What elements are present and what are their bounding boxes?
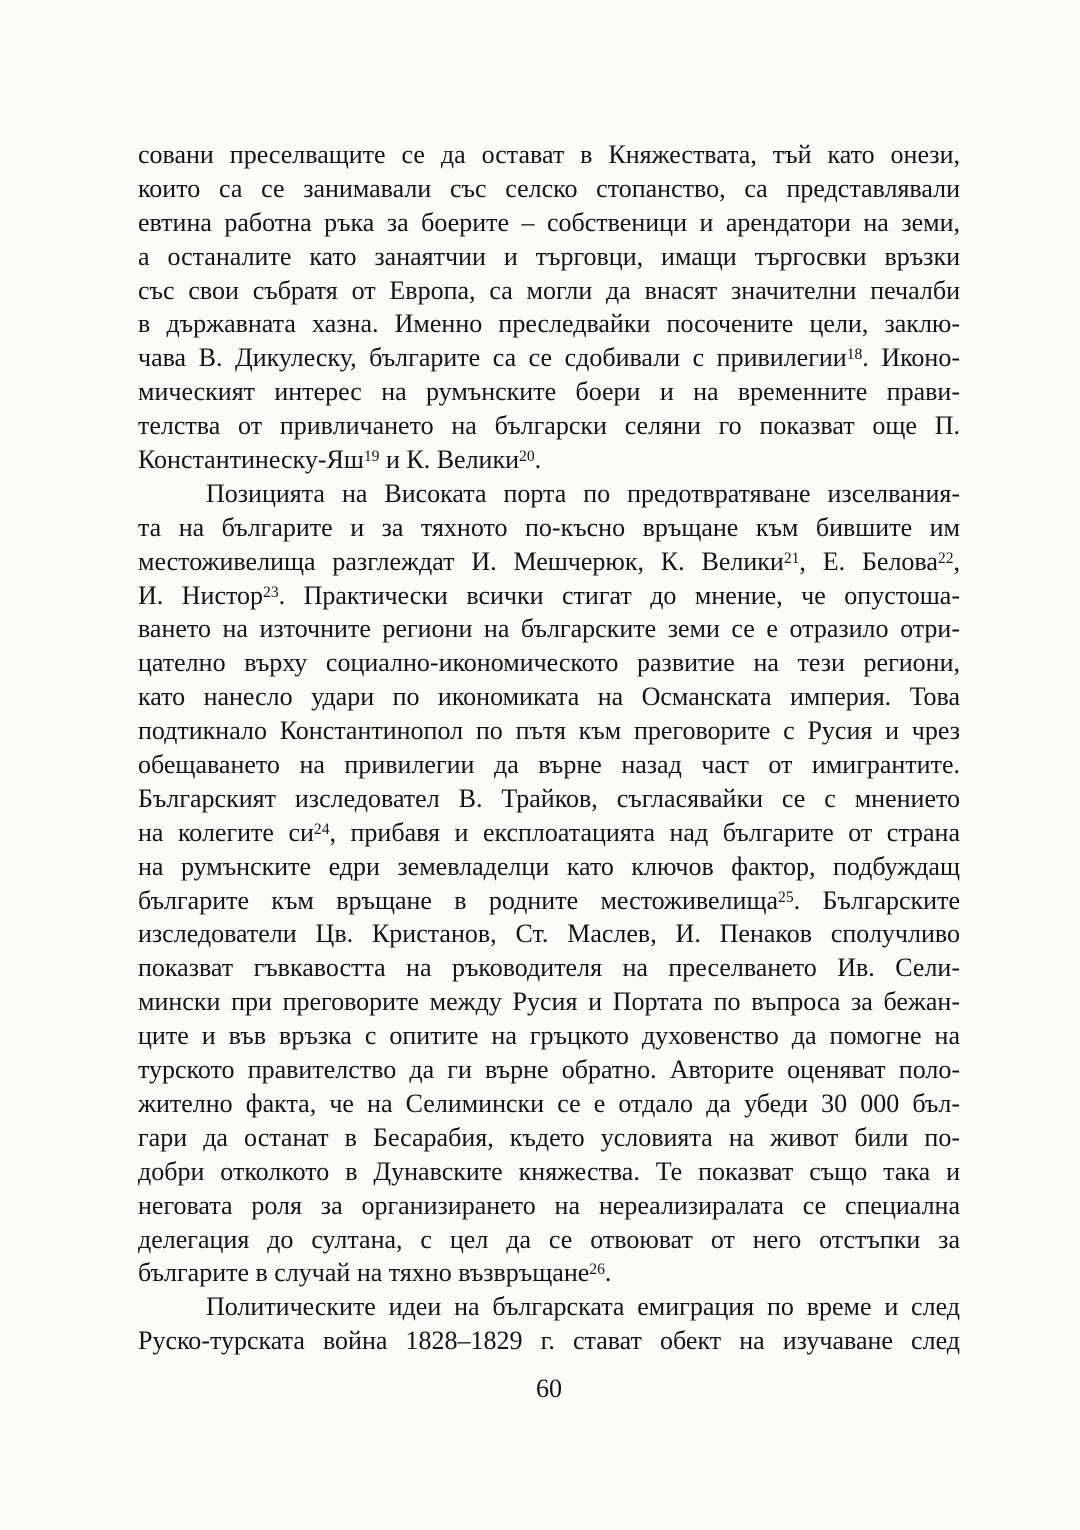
text-segment: евтина работна ръка за боерите – собственици и арендатори на земи, (138, 207, 960, 237)
text-segment: мическият интерес на румънските боери и на временните прави- (138, 377, 960, 407)
text-line (138, 951, 960, 985)
text-line (138, 1324, 960, 1358)
text-segment: жително факта, че на Селимински се е отдало да убеди 30 000 бъл- (138, 1088, 960, 1118)
text-segment: . Практически всички стигат до мнение, че опустоша- (278, 580, 960, 610)
text-line (138, 1189, 960, 1223)
text-line (138, 307, 960, 341)
text-segment: . (534, 445, 542, 475)
text-line (138, 782, 960, 816)
text-line (138, 884, 960, 918)
text-segment: Политическите идеи на българската емиграция по време и след (206, 1292, 960, 1322)
page-number: 60 (536, 1374, 562, 1403)
text-segment: местоживелища разглеждат И. Мешчерюк, К. Велики (138, 546, 784, 576)
text-line (138, 545, 960, 579)
text-line (138, 409, 960, 443)
text-segment: Константинеску-Яш (138, 445, 364, 475)
text-line (138, 816, 960, 850)
text-line (138, 714, 960, 748)
text-segment: българите към връщане в родните местоживелища (138, 885, 779, 915)
text-segment: ването на източните региони на българските земи се е отразило отри- (138, 614, 960, 644)
text-segment: гари да останат в Бесарабия, където условията на живот били по- (138, 1122, 960, 1152)
text-line (138, 850, 960, 884)
text-line (138, 646, 960, 680)
footnote-ref: 19 (363, 448, 380, 465)
text-line (138, 1121, 960, 1155)
text-line (138, 138, 960, 172)
text-line (138, 612, 960, 646)
text-segment: като нанесло удари по икономиката на Османската империя. Това (138, 682, 960, 712)
text-segment: И. Нистор (138, 580, 264, 610)
text-segment: Позицията на Високата порта по предотвратяване изселвания- (206, 478, 960, 508)
text-segment: Българският изследовател В. Трайков, съгласявайки се с мнението (138, 783, 960, 813)
footnote-ref: 25 (778, 888, 794, 906)
text-segment: делегация до султана, с цел да се отвоюват от него отстъпки за (138, 1224, 960, 1254)
text-line (138, 274, 960, 308)
text-segment: изследователи Цв. Кристанов, Ст. Маслев, И. Пенаков сполучливо (138, 919, 960, 949)
footnote-ref: 23 (263, 583, 279, 601)
text-segment: на румънските едри земевладелци като ключов фактор, подбуждащ (138, 851, 960, 881)
text-segment: мински при преговорите между Русия и Портата по въпроса за бежан- (138, 987, 960, 1017)
text-line (138, 680, 960, 714)
footnote-ref: 20 (519, 448, 535, 465)
text-segment: в държавната хазна. Именно преследвайки посочените цели, заклю- (138, 309, 960, 339)
text-segment: совани преселващите се да остават в Княжествата, тъй като онези, (138, 140, 960, 169)
text-segment: и К. Велики (379, 445, 520, 475)
text-segment: . Иконо- (862, 343, 960, 373)
text-line (138, 172, 960, 206)
footnote-ref: 22 (937, 549, 954, 567)
text-segment: , (953, 546, 960, 576)
text-line (138, 985, 960, 1019)
text-line (138, 206, 960, 240)
text-line (138, 579, 960, 613)
footnote-ref: 24 (313, 820, 330, 838)
text-segment: които са се занимавали със селско стопанство, са представлявали (138, 173, 960, 203)
text-segment: а останалите като занаятчии и търговци, имащи търгосвки връзки (138, 241, 960, 271)
text-line (138, 240, 960, 274)
text-segment: турското правителство да ги върне обратно. Авторите оценяват поло- (138, 1055, 960, 1085)
text-segment: показват гъвкавостта на ръководителя на преселването Ив. Сели- (138, 953, 960, 983)
text-line (138, 748, 960, 782)
text-segment: та на българите и за тяхното по-късно връщане към бившите им (138, 512, 960, 542)
text-segment: ците и във връзка с опитите на гръцкото духовенство да помогне на (138, 1021, 960, 1051)
text-segment: Руско-турската война 1828–1829 г. стават обект на изучаване след (138, 1326, 960, 1356)
text-segment: чава В. Дикулеску, българите са се сдобивали с привилегии (138, 343, 847, 373)
text-line (138, 917, 960, 951)
text-line (138, 1087, 960, 1121)
text-line (138, 1155, 960, 1189)
footnote-ref: 21 (783, 549, 800, 567)
text-segment: на колегите си (138, 817, 314, 847)
text-line (138, 1290, 960, 1324)
text-line (138, 341, 960, 375)
text-segment: . (604, 1258, 612, 1288)
text-line (138, 511, 960, 545)
text-line (138, 1223, 960, 1257)
text-segment: подтикнало Константинопол по пътя към преговорите с Русия и чрез (138, 716, 960, 746)
text-segment: българите в случай на тяхно възвръщане (138, 1258, 590, 1288)
text-segment: . Българските (793, 885, 960, 915)
page-text (138, 138, 960, 1358)
text-segment: , Е. Белова (799, 546, 938, 576)
text-segment: телства от привличането на български селяни го показват още П. (138, 411, 960, 441)
footnote-ref: 18 (846, 346, 863, 364)
text-segment: неговата роля за организирането на нереализиралата се специална (138, 1190, 960, 1220)
text-segment: цателно върху социално-икономическото развитие на тези региони, (138, 648, 960, 678)
text-line (138, 443, 960, 477)
text-segment: със свои събратя от Европа, са могли да внасят значителни печалби (138, 275, 960, 305)
text-line (138, 477, 960, 511)
text-segment: , прибавя и експлоатацията над българите от страна (329, 817, 960, 847)
text-line (138, 1019, 960, 1053)
text-segment: добри отколкото в Дунавските княжества. Те показват също така и (138, 1156, 960, 1186)
text-line (138, 375, 960, 409)
text-line (138, 1053, 960, 1087)
footnote-ref: 26 (589, 1261, 605, 1279)
text-segment: обещаването на привилегии да върне назад част от имигрантите. (138, 750, 960, 780)
text-line (138, 1256, 960, 1290)
